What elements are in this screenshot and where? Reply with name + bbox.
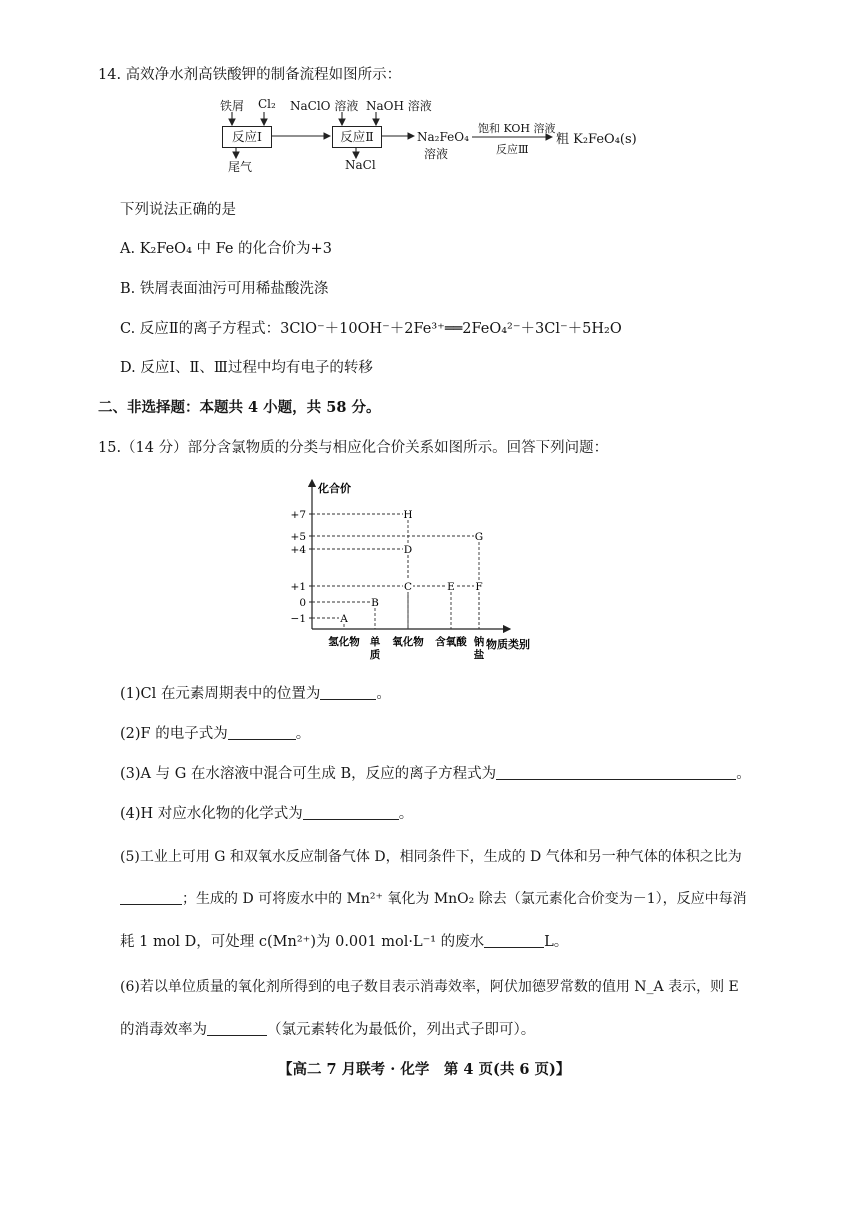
chart-category-label: 含氧酸	[435, 636, 467, 648]
q14-ask: 下列说法正确的是	[120, 202, 236, 218]
q15-sub1	[120, 682, 391, 703]
flow-arrow-bottom-label: 反应Ⅲ	[496, 143, 529, 156]
chart-point-B: B	[371, 597, 379, 609]
q15-sub5-line2	[120, 888, 747, 908]
chart-point-E: E	[447, 581, 455, 593]
q15-sub2-end: 。	[295, 726, 311, 742]
q15-sub6-line1: (6)若以单位质量的氧化剂所得到的电子数目表示消毒效率，阿伏加德罗常数的值用 N_A 表示，则 E	[120, 979, 739, 995]
q15-sub1-text: (1)Cl 在元素周期表中的位置为	[120, 686, 321, 702]
chart-point-H: H	[403, 509, 413, 521]
q15-sub1-end: 。	[376, 686, 391, 702]
q15-sub3-text: (3)A 与 G 在水溶液中混合可生成 B，反应的离子方程式为	[120, 766, 497, 782]
chart-category-label: 氢化物	[328, 636, 360, 648]
q15-sub4-end: 。	[398, 806, 414, 822]
q15-valence-chart	[286, 474, 556, 664]
q15-sub5-line3	[120, 930, 568, 951]
q15-sub6-blank[interactable]	[207, 1021, 267, 1036]
chart-category-label: 单	[369, 636, 381, 648]
q15-sub5-line3-end: L。	[544, 934, 569, 950]
flow-product: 粗 K₂FeO₄(s)	[556, 132, 637, 147]
flow-arrow-top-label: 饱和 KOH 溶液	[478, 122, 556, 135]
q15-sub5-line3-text: 耗 1 mol D，可处理 c(Mn²⁺)为 0.001 mol·L⁻¹ 的废水	[120, 934, 485, 950]
q15-sub2	[120, 722, 310, 743]
chart-category-label-part2: 盐	[473, 649, 485, 661]
flow-box-reaction2: 反应Ⅱ	[332, 126, 382, 148]
q14-stem: 14. 高效净水剂高铁酸钾的制备流程如图所示：	[98, 67, 402, 83]
q15-sub5-line2-text: ；生成的 D 可将废水中的 Mn²⁺ 氧化为 MnO₂ 除去（氯元素化合价变为－1），反应中每消	[182, 891, 747, 907]
chart-point-D: D	[403, 544, 413, 556]
flow-mid-na2feo4: Na₂FeO₄	[417, 130, 469, 144]
flow-arrows	[200, 92, 620, 182]
q15-sub5-blank2[interactable]	[484, 933, 544, 948]
q15-sub2-text: (2)F 的电子式为	[120, 726, 228, 742]
q15-sub3-end: 。	[736, 766, 751, 782]
q14-flow-diagram	[200, 92, 637, 182]
q15-sub4-text: (4)H 对应水化物的化学式为	[120, 806, 303, 822]
chart-point-F: F	[475, 581, 483, 593]
section-2-heading: 二、非选择题：本题共 4 小题，共 58 分。	[98, 399, 381, 416]
q15-sub6-line2-end: （氯元素转化为最低价，列出式子即可）。	[267, 1022, 536, 1038]
q14-option-b[interactable]: B. 铁屑表面油污可用稀盐酸洗涤	[120, 281, 329, 297]
chart-y-label: 化合价	[318, 482, 351, 495]
flow-input-iron: 铁屑	[220, 99, 245, 113]
q15-sub3-blank[interactable]	[496, 765, 736, 780]
chart-point-C: C	[403, 581, 413, 593]
flow-input-naoh: NaOH 溶液	[366, 99, 432, 113]
chart-y-tick-label: −1	[290, 613, 306, 625]
q15-sub1-blank[interactable]	[320, 685, 376, 700]
chart-y-tick-label: +5	[290, 531, 306, 543]
chart-y-tick-label: +4	[290, 544, 306, 556]
chart-category-label: 钠	[473, 636, 485, 648]
chart-y-tick-label: +7	[290, 509, 306, 521]
q14-option-c[interactable]: C. 反应Ⅱ的离子方程式：3ClO⁻＋10OH⁻＋2Fe³⁺══2FeO₄²⁻＋3Cl⁻＋5H₂O	[120, 321, 622, 337]
flow-output-nacl: NaCl	[345, 158, 376, 172]
chart-category-label-part2: 质	[369, 649, 381, 661]
chart-x-label: 物质类别	[486, 638, 530, 651]
flow-box-reaction1: 反应Ⅰ	[222, 126, 272, 148]
q15-stem: 15.（14 分）部分含氯物质的分类与相应化合价关系如图所示。回答下列问题：	[98, 440, 609, 456]
q15-sub2-blank[interactable]	[228, 725, 296, 740]
chart-point-G: G	[474, 531, 484, 543]
q15-sub5-line1: (5)工业上可用 G 和双氧水反应制备气体 D，相同条件下，生成的 D 气体和另一种气体的体积之比为	[120, 849, 742, 865]
flow-output-tailgas: 尾气	[228, 160, 253, 174]
flow-mid-solution: 溶液	[424, 147, 449, 161]
q15-sub3	[120, 762, 751, 783]
chart-category-label: 氧化物	[392, 636, 424, 648]
q14-option-d[interactable]: D. 反应Ⅰ、Ⅱ、Ⅲ过程中均有电子的转移	[120, 360, 373, 376]
q15-sub6-line2-text: 的消毒效率为	[120, 1022, 207, 1038]
flow-input-cl2: Cl₂	[258, 97, 276, 111]
flow-input-naclo: NaClO 溶液	[290, 99, 359, 113]
q15-sub5-blank1[interactable]	[120, 890, 182, 905]
q14-option-a[interactable]: A. K₂FeO₄ 中 Fe 的化合价为+3	[120, 241, 332, 257]
q15-sub6-line2	[120, 1018, 535, 1039]
chart-point-A: A	[340, 613, 348, 625]
page-footer: 【高二 7 月联考 · 化学 第 4 页(共 6 页)】	[278, 1061, 571, 1078]
q15-sub4	[120, 802, 413, 823]
chart-y-tick-label: +1	[290, 581, 306, 593]
q15-sub4-blank[interactable]	[303, 805, 399, 820]
chart-y-tick-label: 0	[299, 597, 306, 609]
